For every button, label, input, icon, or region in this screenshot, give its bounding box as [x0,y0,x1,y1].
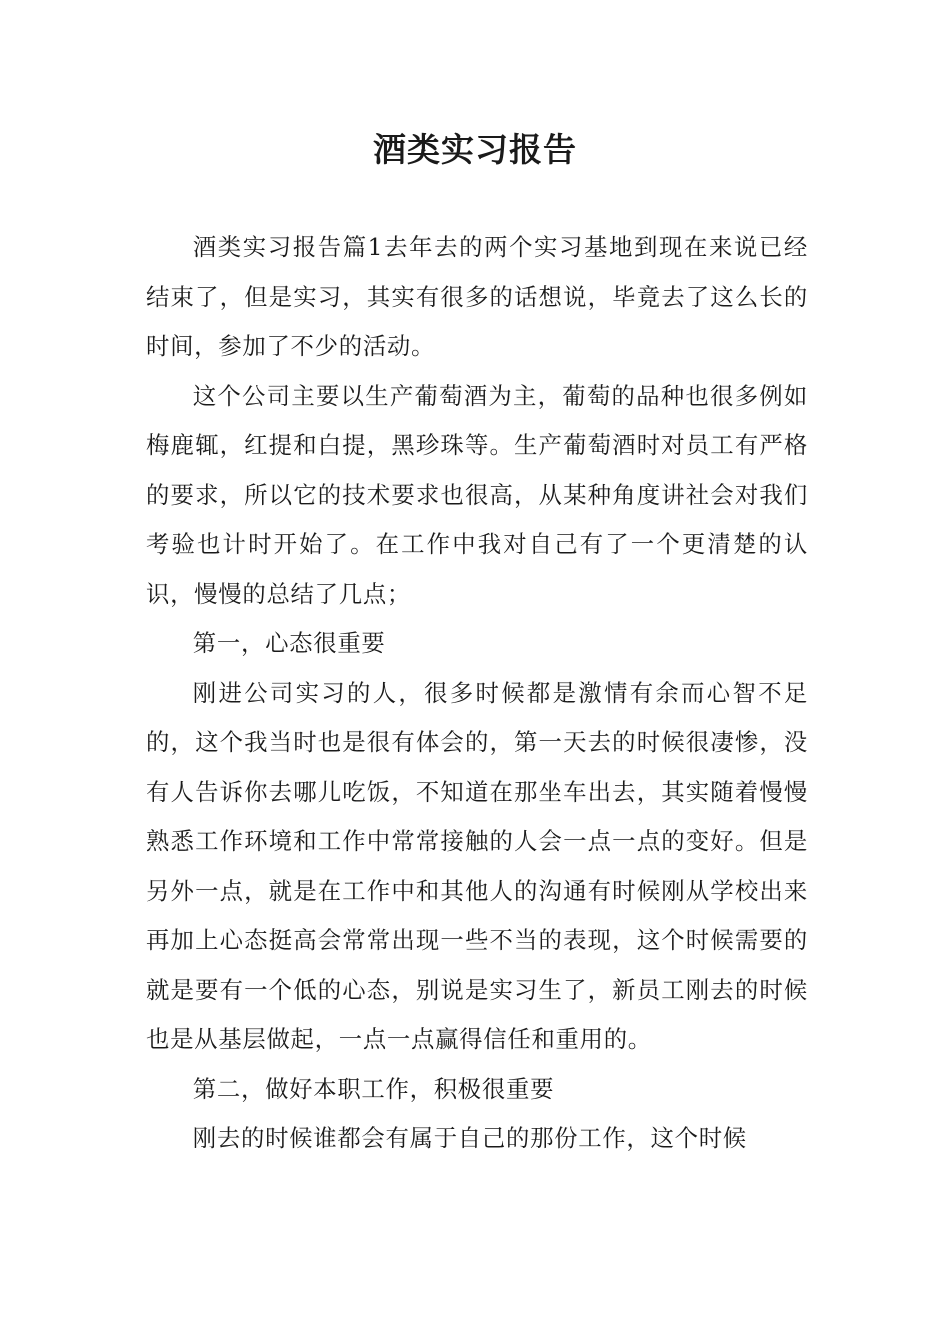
document-body [146,223,808,1164]
paragraph-mindset: 刚进公司实习的人，很多时候都是激情有余而心智不足的，这个我当时也是很有体会的，第一天去的时候很凄惨，没有人告诉你去哪儿吃饭，不知道在那坐车出去，其实随着慢慢熟悉工作环境和工作中常常接触的人会一点一点的变好。但是另外一点，就是在工作中和其他人的沟通有时候刚从学校出来再加上心态挺高会常常出现一些不当的表现，这个时候需要的就是要有一个低的心态，别说是实习生了，新员工刚去的时候也是从基层做起，一点一点赢得信任和重用的。 [146,678,808,1053]
paragraph-intro: 酒类实习报告篇1去年去的两个实习基地到现在来说已经结束了，但是实习，其实有很多的话想说，毕竟去了这么长的时间，参加了不少的活动。 [146,233,808,360]
paragraph-duty: 刚去的时候谁都会有属于自己的那份工作，这个时候 [192,1124,747,1152]
paragraph-company: 这个公司主要以生产葡萄酒为主，葡萄的品种也很多例如梅鹿辄，红提和白提，黑珍珠等。生产葡萄酒时对员工有严格的要求，所以它的技术要求也很高，从某种角度讲社会对我们考验也计时开始了。在工作中我对自己有了一个更清楚的认识，慢慢的总结了几点； [146,381,808,608]
document-title: 酒类实习报告 [373,130,577,169]
heading-point-one: 第一，心态很重要 [192,629,386,657]
heading-point-two: 第二，做好本职工作，积极很重要 [192,1074,555,1103]
